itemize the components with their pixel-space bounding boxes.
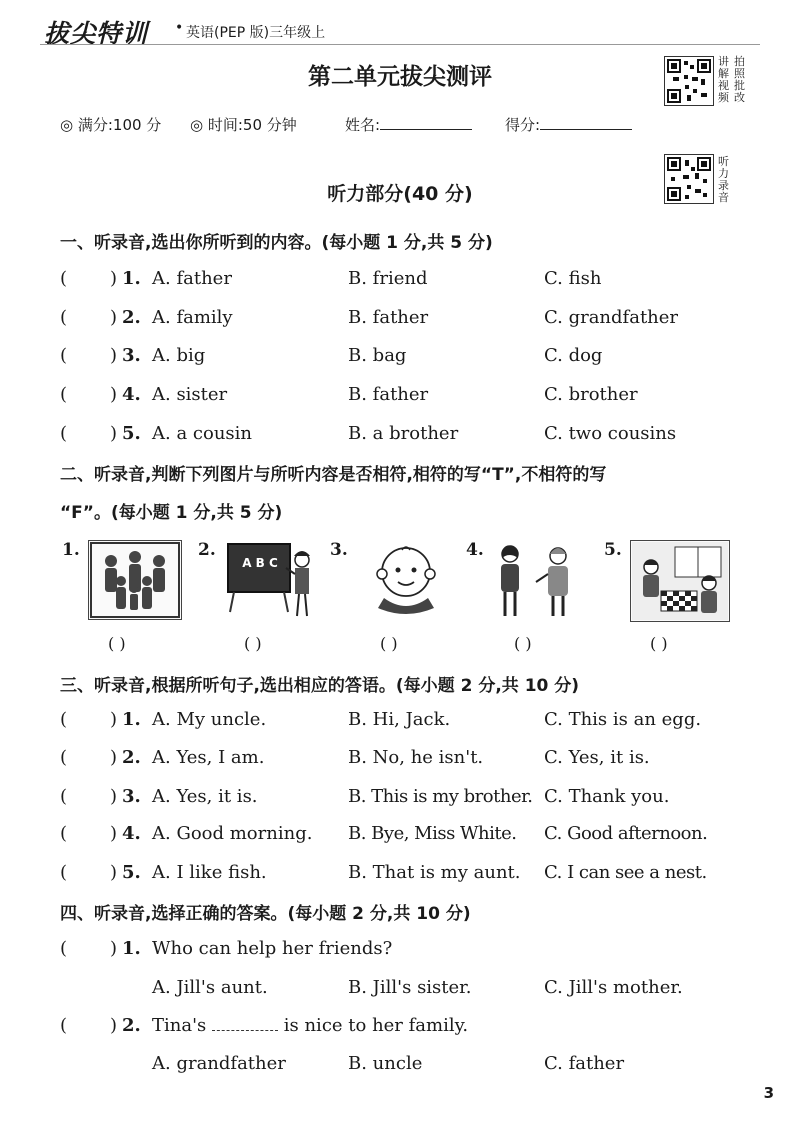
option-b[interactable]: B. Hi, Jack. (348, 709, 451, 730)
q4-item-1-stem: ( ) 1. Who can help her friends? (60, 938, 393, 959)
option-a[interactable]: A. a cousin (152, 423, 252, 444)
question-stem: Tina's is nice to her family. (152, 1015, 469, 1036)
option-c[interactable]: C. Thank you. (544, 786, 670, 807)
q3-row-5: ( ) 5. A. I like fish. B. That is my aunt. C. I can see a nest. (60, 862, 707, 883)
answer-blank[interactable]: ( ) (514, 634, 532, 653)
option-b[interactable]: B. bag (348, 345, 407, 366)
q2-heading-line1: 二、听录音,判断下列图片与所听内容是否相符,相符的写“T”,不相符的写 (60, 465, 607, 485)
teacher-blackboard-icon (224, 538, 320, 620)
q4-item-2-options (60, 1053, 760, 1079)
answer-blank[interactable]: ( ) (244, 634, 262, 653)
chess-players-icon (630, 540, 730, 622)
option-b[interactable]: B. No, he isn't. (348, 747, 484, 768)
picture-number: 1. (62, 540, 80, 560)
score-field[interactable] (505, 114, 632, 135)
option-b[interactable]: B. Jill's sister. (348, 977, 472, 998)
option-b[interactable]: B. That is my aunt. (348, 862, 521, 883)
option-c[interactable]: C. Jill's mother. (544, 977, 683, 998)
option-a[interactable]: A. Good morning. (152, 823, 313, 844)
option-c[interactable]: C. brother (544, 384, 638, 405)
q1-row-4: ( ) 4. A. sister B. father C. brother (60, 384, 638, 405)
header-divider (40, 44, 760, 45)
option-c[interactable]: C. fish (544, 268, 602, 289)
page-title: 第二单元拔尖测评 (308, 64, 492, 90)
q1-row-5: ( ) 5. A. a cousin B. a brother C. two cousins (60, 423, 677, 444)
full-score: ◎ 满分:100 分 (60, 116, 162, 134)
option-b[interactable]: B. father (348, 307, 429, 328)
picture-number: 2. (198, 540, 216, 560)
fill-blank[interactable] (212, 1016, 278, 1031)
q4-item-2-stem: ( ) 2. Tina's is nice to her family. (60, 1015, 469, 1036)
q1-heading: 一、听录音,选出你所听到的内容。(每小题 1 分,共 5 分) (60, 233, 493, 253)
option-b[interactable]: B. uncle (348, 1053, 423, 1074)
option-a[interactable]: A. father (152, 268, 232, 289)
option-b[interactable]: B. friend (348, 268, 428, 289)
qr-label-audio: 听 力 录 音 (718, 155, 729, 204)
option-a[interactable]: A. My uncle. (152, 709, 267, 730)
answer-blank[interactable]: ( ) (108, 634, 126, 653)
answer-blank[interactable]: ( ) (650, 634, 668, 653)
name-field[interactable] (345, 114, 472, 135)
q3-row-3: ( ) 3. A. Yes, it is. B. This is my brother. C. Thank you. (60, 786, 670, 807)
q3-row-2: ( ) 2. A. Yes, I am. B. No, he isn't. C. Yes, it is. (60, 747, 650, 768)
baby-face-icon (368, 540, 444, 618)
q3-row-4: ( ) 4. A. Good morning. B. Bye, Miss White. C. Good afternoon. (60, 823, 708, 844)
option-c[interactable]: C. Yes, it is. (544, 747, 650, 768)
option-a[interactable]: A. I like fish. (152, 862, 267, 883)
q1-row-1: ( ) 1. A. father B. friend C. fish (60, 268, 602, 289)
option-a[interactable]: A. Jill's aunt. (152, 977, 268, 998)
score-label: 得分: (505, 116, 541, 134)
q2-heading-line2: “F”。(每小题 1 分,共 5 分) (60, 503, 283, 523)
option-b[interactable]: B. Bye, Miss White. (348, 823, 517, 844)
two-women-icon (490, 538, 586, 620)
q4-item-1-options (60, 977, 760, 1003)
name-label: 姓名: (345, 116, 381, 134)
option-b[interactable]: B. This is my brother. (348, 786, 533, 807)
q1-row-2: ( ) 2. A. family B. father C. grandfather (60, 307, 679, 328)
option-c[interactable]: C. father (544, 1053, 625, 1074)
qr-label-video: 讲 解 视 频 (718, 55, 729, 104)
q3-heading: 三、听录音,根据所听句子,选出相应的答语。(每小题 2 分,共 10 分) (60, 676, 580, 696)
option-a[interactable]: A. family (152, 307, 233, 328)
question-stem: Who can help her friends? (152, 938, 393, 959)
qr-label-grading: 拍 照 批 改 (734, 55, 745, 104)
qr-code-icon[interactable] (664, 56, 714, 106)
q4-heading: 四、听录音,选择正确的答案。(每小题 2 分,共 10 分) (60, 904, 471, 924)
option-b[interactable]: B. a brother (348, 423, 459, 444)
family-photo-icon (88, 540, 182, 620)
option-a[interactable]: A. Yes, I am. (152, 747, 265, 768)
option-c[interactable]: C. grandfather (544, 307, 679, 328)
q3-row-1: ( ) 1. A. My uncle. B. Hi, Jack. C. This is an egg. (60, 709, 702, 730)
score-blank[interactable] (540, 115, 632, 130)
option-a[interactable]: A. grandfather (152, 1053, 286, 1074)
brand-logo: 拔尖特训 (44, 19, 149, 48)
picture-number: 3. (330, 540, 348, 560)
name-blank[interactable] (380, 115, 472, 130)
listening-section-title: 听力部分(40 分) (327, 183, 473, 205)
option-b[interactable]: B. father (348, 384, 429, 405)
option-c[interactable]: C. I can see a nest. (544, 862, 707, 883)
option-a[interactable]: A. big (152, 345, 206, 366)
option-c[interactable]: C. This is an egg. (544, 709, 702, 730)
option-c[interactable]: C. Good afternoon. (544, 823, 708, 844)
picture-number: 4. (466, 540, 484, 560)
option-c[interactable]: C. two cousins (544, 423, 677, 444)
option-c[interactable]: C. dog (544, 345, 603, 366)
time-limit: ◎ 时间:50 分钟 (190, 116, 297, 134)
option-a[interactable]: A. sister (152, 384, 228, 405)
blackboard-text: A B C (242, 556, 278, 570)
answer-blank[interactable]: ( ) (380, 634, 398, 653)
picture-number: 5. (604, 540, 622, 560)
series-title: 英语(PEP 版)三年级上 (186, 25, 326, 41)
q1-row-3: ( ) 3. A. big B. bag C. dog (60, 345, 603, 366)
separator-dot: • (175, 20, 184, 36)
page-number: 3 (763, 1084, 774, 1102)
option-a[interactable]: A. Yes, it is. (152, 786, 258, 807)
